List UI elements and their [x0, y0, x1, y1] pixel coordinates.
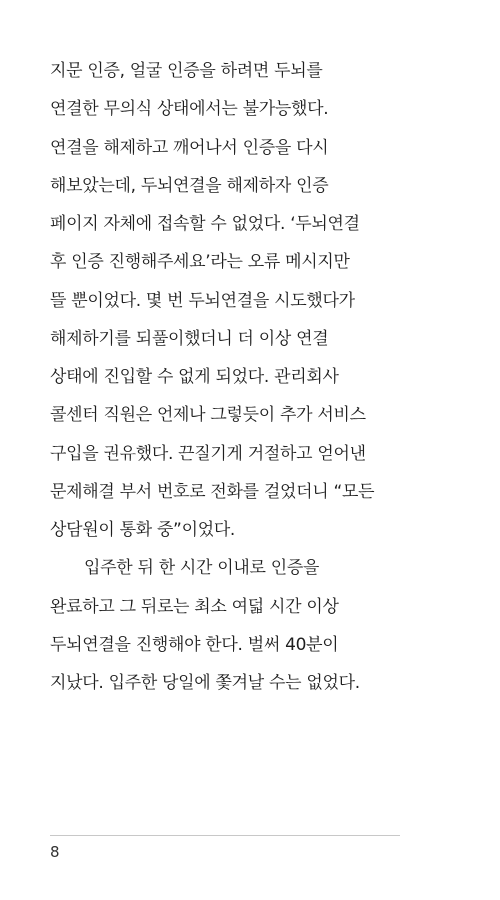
text-line-4: 해보았는데, 두뇌연결을 해제하자 인증	[50, 175, 329, 196]
text-line-3: 연결을 해제하고 깨어나서 인증을 다시	[50, 137, 329, 158]
text-line-11: 구입을 권유했다. 끈질기게 거절하고 얻어낸	[50, 443, 366, 464]
text-line-10: 콜센터 직원은 언제나 그렇듯이 추가 서비스	[50, 405, 366, 426]
text-line-16: 두뇌연결을 진행해야 한다. 벌써 40분이	[50, 634, 339, 655]
paragraph-2-first-line: 입주한 뒤 한 시간 이내로 인증을	[84, 558, 320, 579]
text-line-6: 후 인증 진행해주세요’라는 오류 메시지만	[50, 252, 350, 273]
text-line-15: 완료하고 그 뒤로는 최소 여덟 시간 이상	[50, 596, 339, 617]
text-line-7: 뜰 뿐이었다. 몇 번 두뇌연결을 시도했다가	[50, 290, 355, 311]
text-line-9: 상태에 진입할 수 없게 되었다. 관리회사	[50, 367, 339, 387]
text-line-8: 해제하기를 되풀이했더니 더 이상 연결	[50, 328, 329, 349]
text-line-5: 페이지 자체에 접속할 수 없었다. ‘두뇌연결	[50, 214, 360, 234]
text-line-1: 지문 인증, 얼굴 인증을 하려면 두뇌를	[50, 61, 323, 81]
text-line-13: 상담원이 통화 중”이었다.	[50, 520, 236, 540]
footer-divider	[50, 835, 400, 836]
text-line-2: 연결한 무의식 상태에서는 불가능했다.	[50, 99, 329, 120]
text-line-17: 지났다. 입주한 당일에 쫓겨날 수는 없었다.	[50, 673, 360, 693]
body-text	[50, 52, 470, 702]
page-number: 8	[50, 843, 60, 861]
text-line-12: 문제해결 부서 번호로 전화를 걸었더니 “모든	[50, 481, 375, 502]
